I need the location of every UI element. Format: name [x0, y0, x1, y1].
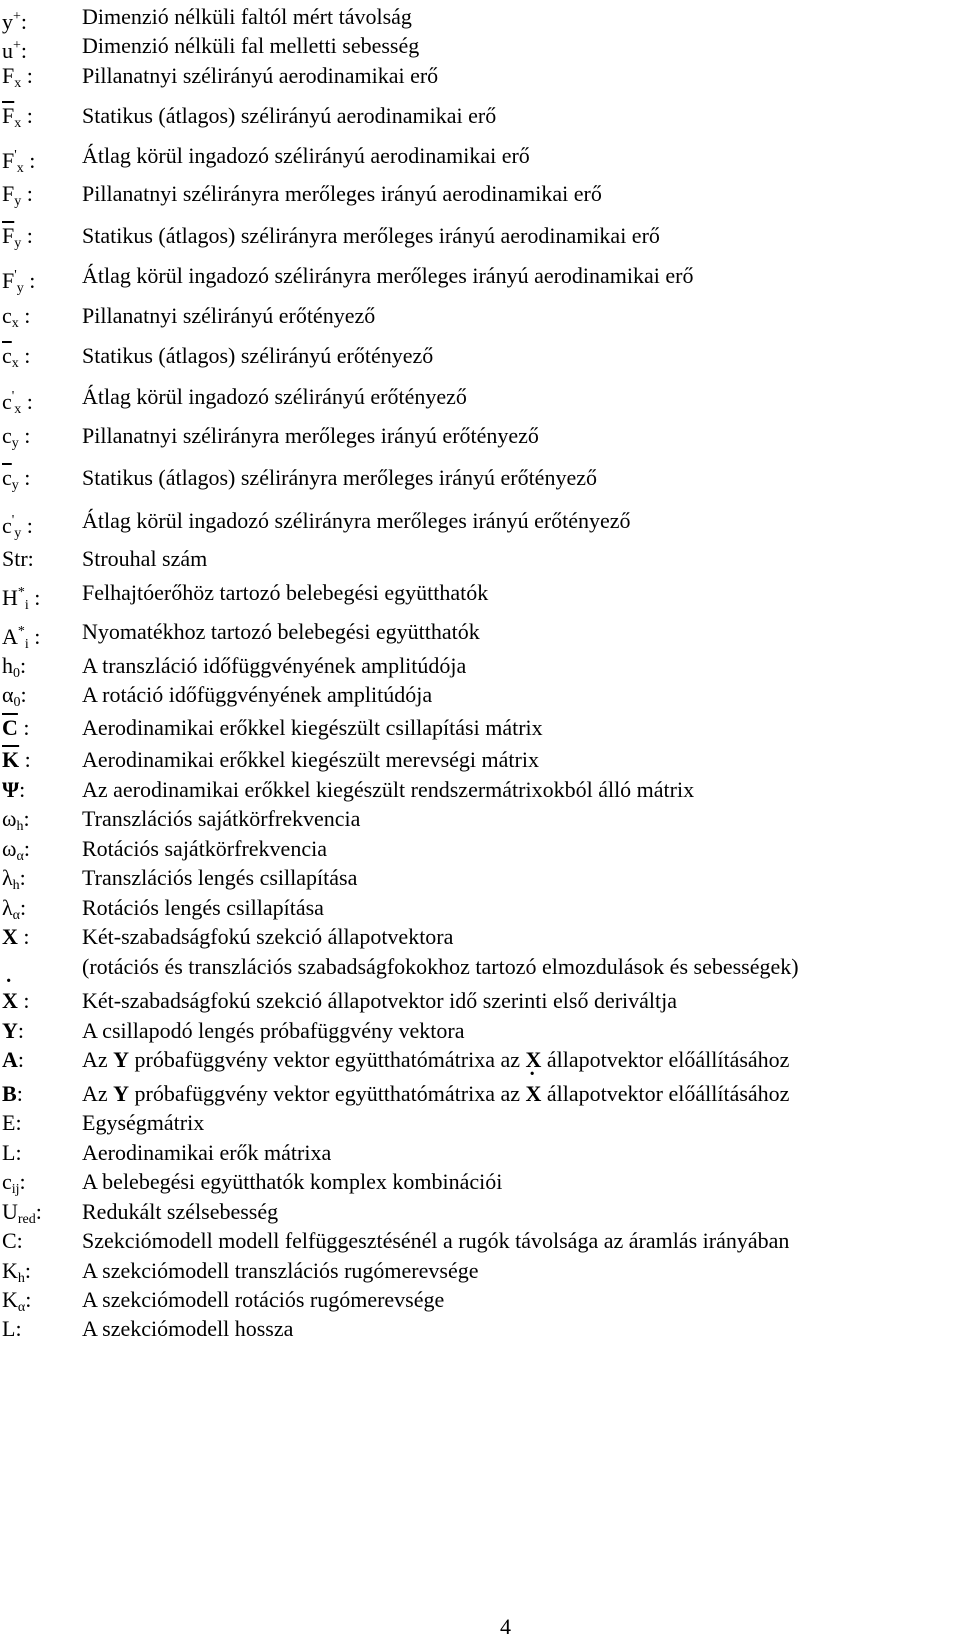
symbol-row — [0, 680, 960, 710]
symbol-description: Szekciómodell modell felfüggesztésénél a rugók távolsága az áramlás irányában — [82, 1228, 790, 1253]
symbol-description: Átlag körül ingadozó szélirányú aerodinamikai erő — [82, 143, 530, 168]
symbol: $K_\alpha$: — [2, 1287, 32, 1315]
symbol-row — [0, 101, 960, 131]
symbol-description: A szekciómodell transzlációs rugómerevsége — [82, 1258, 479, 1283]
symbol-row — [0, 1138, 960, 1168]
page-number: 4 — [500, 1614, 511, 1639]
symbol-description: Az Y próbafüggvény vektor együtthatómátrixa az X állapotvektor előállításához — [82, 1047, 790, 1072]
symbol-row — [0, 804, 960, 834]
symbol-description: Átlag körül ingadozó szélirányú erőtényező — [82, 384, 467, 409]
symbol: C: — [2, 1228, 23, 1253]
symbol: $\omega_\alpha$: — [2, 836, 30, 864]
symbol-description: Az Y próbafüggvény vektor együtthatómátrixa az ˙ X állapotvektor előállításához — [82, 1079, 789, 1109]
symbol-description: Rotációs lengés csillapítása — [82, 895, 324, 920]
symbol-row — [0, 544, 960, 574]
symbol: X : — [2, 924, 30, 949]
symbol: E: — [2, 1110, 22, 1135]
symbol-row — [0, 775, 960, 805]
symbol-row — [0, 221, 960, 251]
symbol: $\overline{K}$ : — [2, 747, 31, 772]
symbol-description: Dimenzió nélküli faltól mért távolság — [82, 4, 412, 29]
symbol-row — [0, 1108, 960, 1138]
symbol: $F_x$ : — [2, 63, 33, 91]
symbol-row — [0, 1226, 960, 1256]
symbol-row — [0, 301, 960, 331]
symbol: $\lambda_\alpha$: — [2, 895, 27, 923]
symbol-row — [0, 31, 960, 61]
symbol: $h_0$: — [2, 653, 27, 681]
symbol-row — [0, 506, 960, 541]
symbol: $\omega_h$: — [2, 806, 30, 834]
symbol: $c_{ij}$: — [2, 1169, 26, 1197]
symbol-description: Aerodinamikai erőkkel kiegészült csillapítási mátrix — [82, 715, 543, 740]
symbol-description: Felhajtóerőhöz tartozó belebegési együtthatók — [82, 580, 489, 605]
symbol: B: — [2, 1081, 23, 1106]
symbol-description: Pillanatnyi szélirányra merőleges irányú erőtényező — [82, 423, 539, 448]
symbol: $A^*_i$ : — [2, 624, 41, 652]
symbol: $\lambda_h$: — [2, 865, 26, 893]
symbol-description: A transzláció időfüggvényének amplitúdója — [82, 653, 467, 678]
symbol-description: Dimenzió nélküli fal melletti sebesség — [82, 33, 420, 58]
symbol-description: Egységmátrix — [82, 1110, 205, 1135]
symbol-row — [0, 617, 960, 652]
symbol-description: Átlag körül ingadozó szélirányra merőleges irányú aerodinamikai erő — [82, 263, 694, 288]
symbol: $\overline{F}_y$ : — [2, 223, 33, 251]
symbol-description: Az aerodinamikai erőkkel kiegészült rendszermátrixokból álló mátrix — [82, 777, 695, 802]
symbol: $\overline{F}_x$ : — [2, 103, 33, 131]
symbol-description: Pillanatnyi szélirányra merőleges irányú aerodinamikai erő — [82, 181, 602, 206]
symbol-description: Rotációs sajátkörfrekvencia — [82, 836, 327, 861]
symbol: $c'_x$ : — [2, 389, 33, 417]
symbol-description: Nyomatékhoz tartozó belebegési együtthatók — [82, 619, 480, 644]
symbol-row — [0, 1197, 960, 1227]
symbol: $H^*_i$ : — [2, 585, 41, 613]
symbol-row — [0, 341, 960, 371]
symbol-row — [0, 713, 960, 743]
symbol: $c_y$ : — [2, 423, 31, 451]
symbol: $\overline{c}_y$ : — [2, 465, 31, 493]
symbol-row — [0, 141, 960, 176]
symbol: L: — [2, 1140, 22, 1165]
symbol-description: (rotációs és transzlációs szabadságfokokhoz tartozó elmozdulások és sebességek) — [82, 954, 799, 979]
symbol-row-continuation — [0, 952, 960, 982]
symbol-description: Átlag körül ingadozó szélirányra merőleges irányú erőtényező — [82, 508, 631, 533]
symbol-description: Pillanatnyi szélirányú erőtényező — [82, 303, 376, 328]
symbol-row — [0, 893, 960, 923]
symbol-row — [0, 382, 960, 417]
symbol-description: Aerodinamikai erők mátrixa — [82, 1140, 332, 1165]
symbol-row — [0, 1314, 960, 1344]
symbol-row — [0, 421, 960, 451]
symbol: Str: — [2, 546, 34, 571]
symbol-row — [0, 179, 960, 209]
symbol-description: Aerodinamikai erőkkel kiegészült merevségi mátrix — [82, 747, 539, 772]
symbol-description: A belebegési együtthatók komplex kombinációi — [82, 1169, 503, 1194]
symbol-row — [0, 463, 960, 493]
symbol-description: Transzlációs sajátkörfrekvencia — [82, 806, 361, 831]
symbol: $\overline{c}_x$ : — [2, 343, 31, 371]
symbol-row — [0, 651, 960, 681]
symbol: Ψ: — [2, 777, 26, 802]
symbol-description: A rotáció időfüggvényének amplitúdója — [82, 682, 433, 707]
symbol-row — [0, 1167, 960, 1197]
symbol: $c_x$ : — [2, 303, 31, 331]
symbol-description: Redukált szélsebesség — [82, 1199, 279, 1224]
symbol-row — [0, 261, 960, 296]
symbol-description: Statikus (átlagos) szélirányra merőleges irányú erőtényező — [82, 465, 597, 490]
symbol-row — [0, 578, 960, 613]
symbol: $U_{red}$: — [2, 1199, 42, 1227]
symbol-row — [0, 61, 960, 91]
symbol-row — [0, 1256, 960, 1286]
symbol: $c'_y$ : — [2, 513, 33, 541]
symbol-description: A szekciómodell hossza — [82, 1316, 294, 1341]
symbol-description: Strouhal szám — [82, 546, 208, 571]
symbol-description: Transzlációs lengés csillapítása — [82, 865, 358, 890]
symbol-description: Két-szabadságfokú szekció állapotvektora — [82, 924, 454, 949]
symbol-row — [0, 922, 960, 952]
symbol: u+: — [2, 38, 28, 63]
symbol: $K_h$: — [2, 1258, 32, 1286]
symbol-row — [0, 863, 960, 893]
symbol: Y: — [2, 1018, 25, 1043]
symbol: $F'_y$ : — [2, 268, 36, 296]
symbol-description: A csillapodó lengés próbafüggvény vektora — [82, 1018, 465, 1043]
symbol-row — [0, 2, 960, 32]
symbol-description: Pillanatnyi szélirányú aerodinamikai erő — [82, 63, 439, 88]
symbol-row — [0, 1079, 960, 1109]
symbol-description: Statikus (átlagos) szélirányra merőleges irányú aerodinamikai erő — [82, 223, 660, 248]
symbol: L: — [2, 1316, 22, 1341]
symbol-row — [0, 1016, 960, 1046]
symbol-description: Statikus (átlagos) szélirányú erőtényező — [82, 343, 434, 368]
symbol: $F'_x$ : — [2, 148, 36, 176]
symbol-row — [0, 745, 960, 775]
symbol-row — [0, 834, 960, 864]
symbol: A: — [2, 1047, 25, 1072]
symbol-row — [0, 1285, 960, 1315]
symbol-row — [0, 986, 960, 1016]
symbol: $\overline{C}$ : — [2, 715, 30, 740]
symbol: y+: — [2, 9, 28, 34]
symbol-description: A szekciómodell rotációs rugómerevsége — [82, 1287, 445, 1312]
symbol: $F_y$ : — [2, 181, 33, 209]
symbol-row — [0, 1045, 960, 1075]
symbol: $\alpha_0$: — [2, 682, 27, 710]
symbol: ˙ X : — [2, 986, 30, 1016]
symbol-description: Statikus (átlagos) szélirányú aerodinamikai erő — [82, 103, 497, 128]
symbol-description: Két-szabadságfokú szekció állapotvektor idő szerinti első deriváltja — [82, 988, 678, 1013]
